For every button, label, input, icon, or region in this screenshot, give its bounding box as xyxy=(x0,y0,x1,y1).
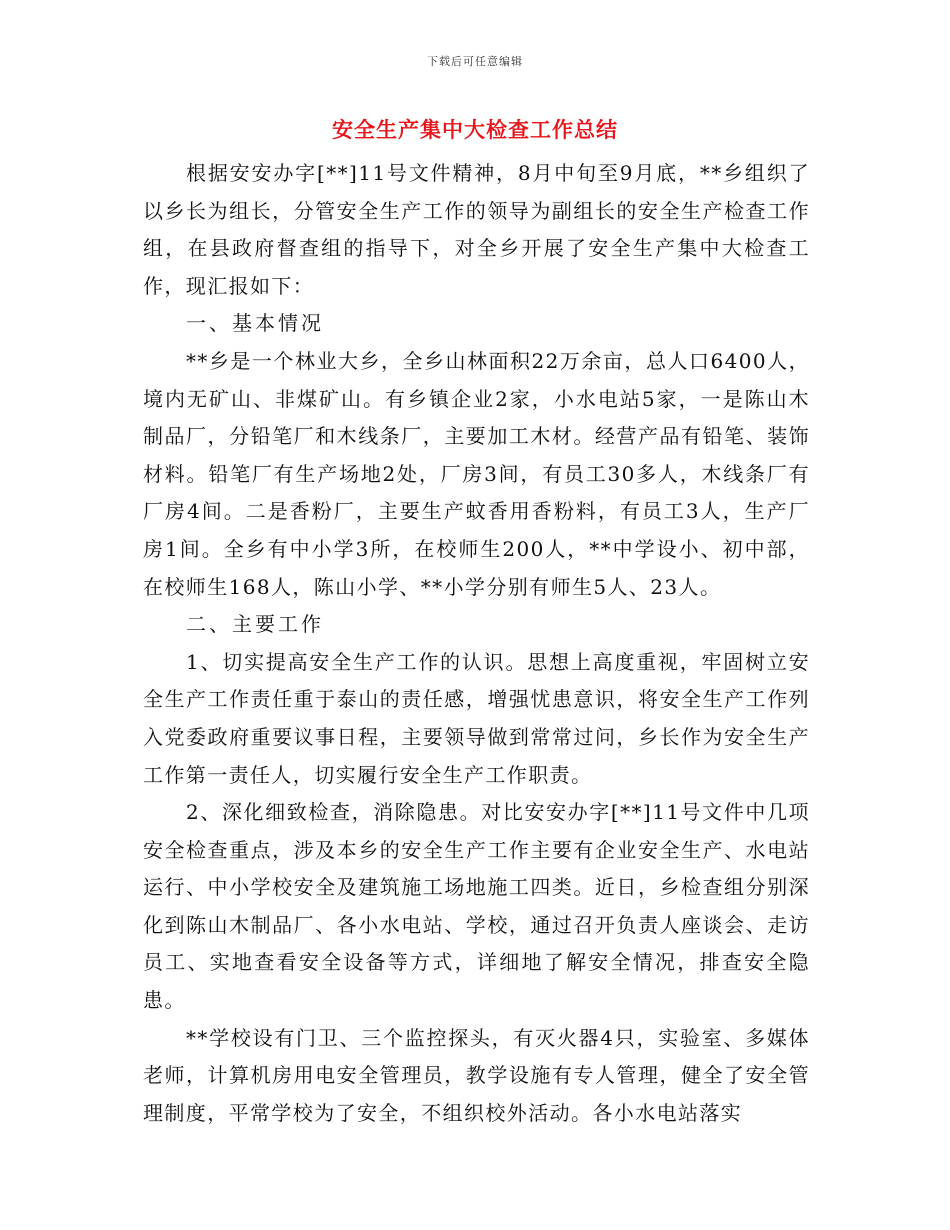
paragraph-intro: 根据安安办字[**]11号文件精神，8月中旬至9月底，**乡组织了以乡长为组长，分管安全生产工作的领导为副组长的安全生产检查工作组，在县政府督查组的指导下，对全乡开展了安全生产集中大检查工作，现汇报如下： xyxy=(143,161,810,298)
paragraph-work-item-2: 2、深化细致检查，消除隐患。对比安安办字[**]11号文件中几项安全检查重点，涉及本乡的安全生产工作主要有企业安全生产、水电站运行、中小学校安全及建筑施工场地施工四类。近日，乡检查组分别深化到陈山木制品厂、各小水电站、学校，通过召开负责人座谈会、走访员工、实地查看安全设备等方式，详细地了解安全情况，排查安全隐患。 xyxy=(143,800,810,1013)
document-body xyxy=(143,155,810,1132)
section-heading-basic-situation: 一、基本情况 xyxy=(186,311,324,336)
paragraph-basic-situation: **乡是一个林业大乡，全乡山林面积22万余亩，总人口6400人，境内无矿山、非煤矿山。有乡镇企业2家，小水电站5家，一是陈山木制品厂，分铅笔厂和木线条厂，主要加工木材。经营产品有铅笔、装饰材料。铅笔厂有生产场地2处，厂房3间，有员工30多人，木线条厂有厂房4间。二是香粉厂，主要生产蚊香用香粉料，有员工3人，生产厂房1间。全乡有中小学3所，在校师生200人，**中学设小、初中部，在校师生168人，陈山小学、**小学分别有师生5人、23人。 xyxy=(143,348,810,599)
document-title: 安全生产集中大检查工作总结 xyxy=(332,117,618,142)
section-heading-main-work: 二、主要工作 xyxy=(186,612,324,637)
paragraph-school-safety: **学校设有门卫、三个监控探头，有灭火器4只，实验室、多媒体老师，计算机房用电安全管理员，教学设施有专人管理，健全了安全管理制度，平常学校为了安全，不组织校外活动。各小水电站落实 xyxy=(143,1025,810,1125)
header-note: 下载后可任意编辑 xyxy=(427,55,523,68)
paragraph-work-item-1: 1、切实提高安全生产工作的认识。思想上高度重视，牢固树立安全生产工作责任重于泰山的责任感，增强忧患意识，将安全生产工作列入党委政府重要议事日程，主要领导做到常常过问，乡长作为安全生产工作第一责任人，切实履行安全生产工作职责。 xyxy=(143,649,810,787)
